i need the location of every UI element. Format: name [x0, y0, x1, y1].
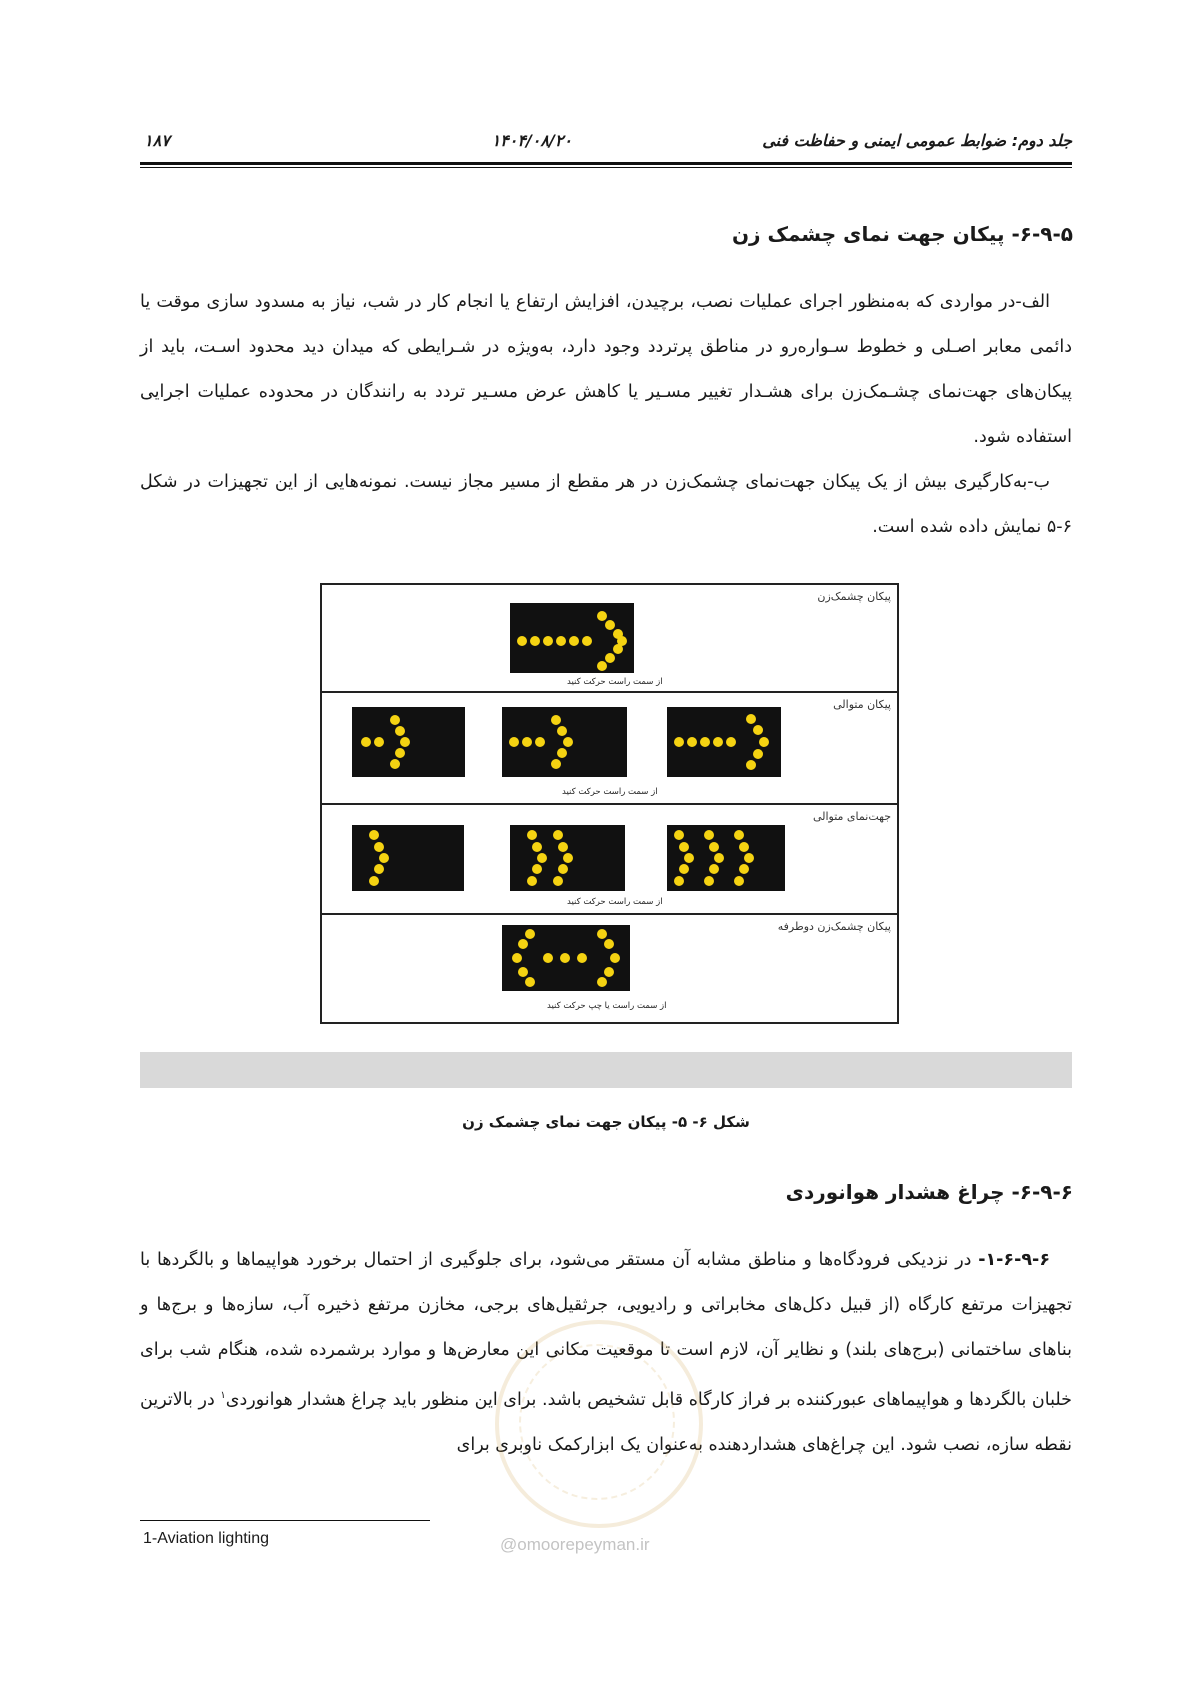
- figure-row-double-arrow: [322, 915, 897, 1020]
- paragraph-a: الف-در مواردی که به‌منظور اجرای عملیات نصب، برچیدن، افزایش ارتفاع یا انجام کار در شب، نیاز به مسدود سازی موقت یا دائمی معابر اصـلی و خطوط سـواره‌رو در مناطق پرتردد وجود دارد، به‌ویژه در شـرایطی که میدان دید محدود اسـت، باید از پیکان‌های جهت‌نمای چشـمک‌زن برای هشـدار تغییر مسـیر یا کاهش عرض مسـیر تردد به رانندگان در محدوده عملیات اجرایی استفاده شود.: [140, 292, 1072, 447]
- sequential-arrow-board-3: [667, 707, 781, 777]
- figure-row-sequential-chevron: [322, 805, 897, 915]
- paragraph-b: ب-به‌کارگیری بیش از یک پیکان جهت‌نمای چشمک‌زن در هر مقطع از مسیر مجاز نیست. نمونه‌هایی از این تجهیزات در شکل ۶-۵ نمایش داده شده است.: [140, 472, 1072, 537]
- figure-separator-band: [140, 1052, 1072, 1088]
- figure-row-caption: از سمت راست یا چپ حرکت کنید: [547, 1001, 667, 1011]
- watermark-text: @omoorepeyman.ir: [500, 1535, 650, 1554]
- figure-row-sequential-arrow: [322, 693, 897, 805]
- figure-title: شکل ۶- ۵- پیکان جهت نمای چشمک زن: [462, 1113, 750, 1131]
- figure-row-label: پیکان چشمک‌زن دوطرفه: [777, 920, 891, 933]
- watermark-seal: [495, 1320, 703, 1528]
- chevron-board-3: [667, 825, 785, 891]
- figure-row-flashing-arrow: [322, 585, 897, 693]
- header-rule-thin: [140, 167, 1072, 168]
- sequential-arrow-board-1: [352, 707, 465, 777]
- clause-number: ۱-۶-۹-۶-: [978, 1250, 1050, 1270]
- chevron-board-2: [510, 825, 625, 891]
- section-heading: ۶-۹-۵- پیکان جهت نمای چشمک زن: [731, 222, 1073, 246]
- figure-row-label: جهت‌نمای متوالی: [812, 810, 891, 823]
- section-body: [140, 280, 1072, 550]
- arrow-board-figure: [320, 583, 899, 1024]
- footnote-text: 1-Aviation lighting: [143, 1530, 270, 1547]
- figure-row-caption: از سمت راست حرکت کنید: [567, 677, 663, 687]
- header-rule-thick: [140, 162, 1072, 165]
- header-title: جلد دوم: ضوابط عمومی ایمنی و حفاظت فنی: [762, 131, 1072, 150]
- figure-row-caption: از سمت راست حرکت کنید: [567, 897, 663, 907]
- figure-row-label: پیکان چشمک‌زن: [817, 590, 891, 603]
- figure-row-label: پیکان متوالی: [833, 698, 891, 711]
- paragraph-body: در نزدیکی فرودگاه‌ها و مناطق مشابه آن مستقر می‌شود، برای جلوگیری از احتمال برخورد هواپیماها و بالگردها با تجهیزات مرتفع کارگاه (از قبیل دکل‌های مخابراتی و رادیویی، جرثقیل‌های برجی، مخازن مرتفع ذخیره آب، سازه‌ها و برج‌ها و بناهای ساختمانی (برج‌های بلند) و نظایر آن، لازم است تا موقعیت مکانی این معارض‌ها و موارد برشمرده شده، هنگام شب برای خلبان بالگردها و هواپیماهای عبورکننده بر فراز کارگاه قابل تشخیص باشد. برای این منظور باید چراغ هشدار هوانوردی: [140, 1250, 1072, 1410]
- flashing-arrow-board: [510, 603, 634, 673]
- footnote-marker: ۱: [220, 1390, 226, 1401]
- figure-row-caption: از سمت راست حرکت کنید: [562, 787, 658, 797]
- section-heading-2: ۶-۹-۶- چراغ هشدار هوانوردی: [785, 1180, 1073, 1204]
- page-number: ۱۸۷: [144, 131, 170, 150]
- header-date: ۱۴۰۴/۰۸/۲۰: [491, 131, 572, 150]
- double-arrow-board: [502, 925, 630, 991]
- paragraph-tail: در بالاترین نقطه سازه، نصب شود. این چراغ‌های هشداردهنده به‌عنوان یک ابزارکمک ناوبری برای: [140, 1389, 1072, 1455]
- chevron-board-1: [352, 825, 464, 891]
- sequential-arrow-board-2: [502, 707, 627, 777]
- footnote-rule: [140, 1520, 430, 1521]
